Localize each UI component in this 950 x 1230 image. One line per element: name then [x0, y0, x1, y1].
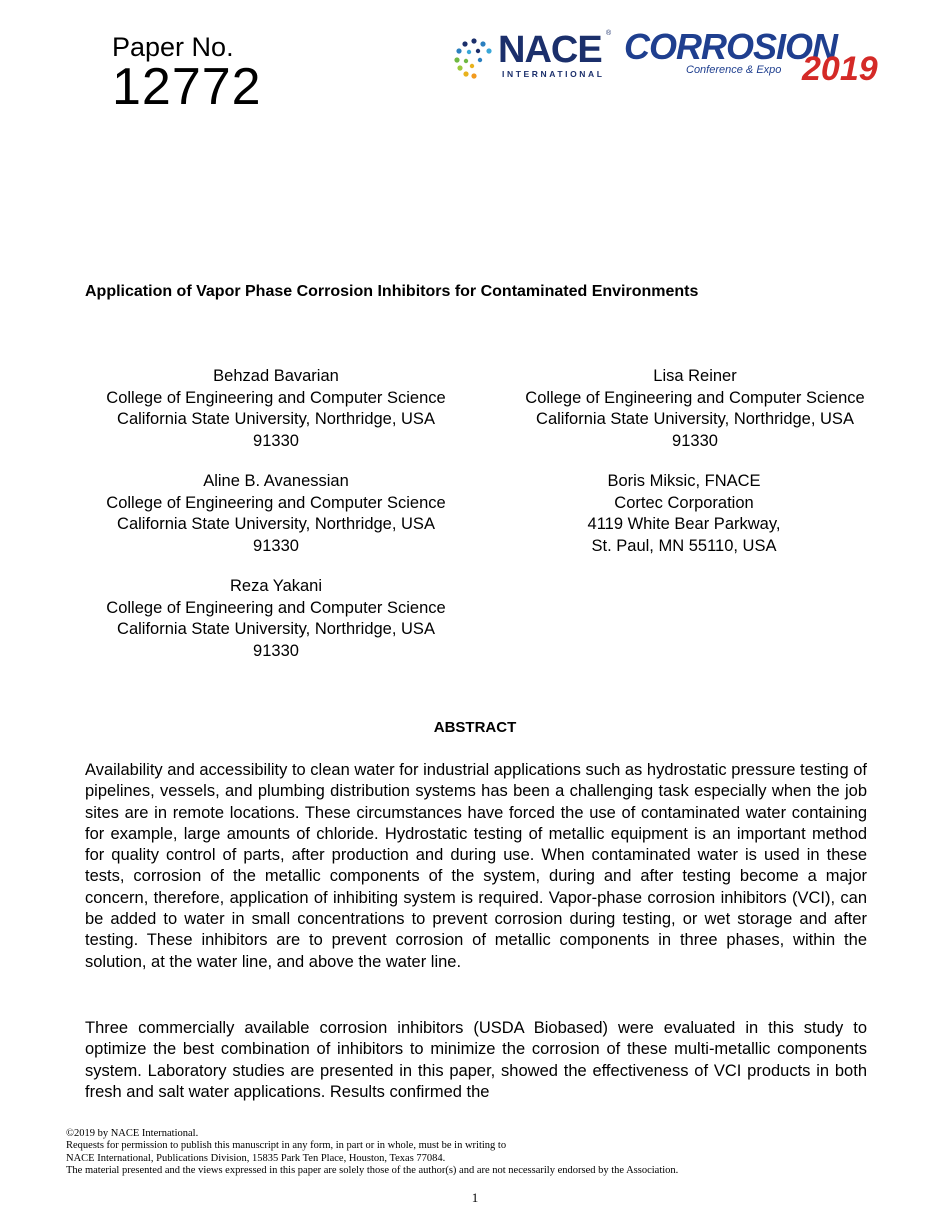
author-affiliation: 4119 White Bear Parkway,: [587, 515, 781, 533]
page-number: 1: [471, 1190, 479, 1205]
nace-globe-icon: [452, 36, 496, 80]
paper-title: Application of Vapor Phase Corrosion Inhibitors for Contaminated Environments: [85, 283, 699, 300]
corrosion-year: 2019: [802, 50, 878, 88]
author-name: Boris Miksic, FNACE: [607, 472, 761, 490]
author-affiliation: 91330: [672, 431, 718, 450]
paper-number-label: Paper No.: [112, 32, 234, 62]
paper-number: 12772: [112, 58, 262, 116]
author-name: Lisa Reiner: [653, 367, 737, 385]
author-block: [495, 366, 895, 452]
abstract-heading: ABSTRACT: [433, 719, 517, 736]
author-affiliation: Cortec Corporation: [614, 493, 754, 512]
corrosion-subtitle: Conference & Expo: [686, 64, 782, 76]
author-affiliation: St. Paul, MN 55110, USA: [591, 536, 777, 555]
author-name: Aline B. Avanessian: [203, 472, 349, 490]
author-block: [484, 471, 884, 557]
author-affiliation: College of Engineering and Computer Science: [106, 493, 446, 512]
author-affiliation: 91330: [253, 431, 299, 450]
author-affiliation: 91330: [253, 641, 299, 660]
author-block: [76, 471, 476, 557]
footer-line: Requests for permission to publish this manuscript in any form, in part or in whole, must be in writing to: [66, 1140, 507, 1152]
author-name: Behzad Bavarian: [213, 367, 339, 385]
author-block: [76, 366, 476, 452]
author-name: Reza Yakani: [229, 577, 323, 595]
nace-logo: [452, 30, 612, 82]
footer-line: The material presented and the views expressed in this paper are solely those of the author(s) and are not necessarily endorsed by the Association.: [66, 1164, 679, 1176]
author-affiliation: California State University, Northridge, USA: [117, 515, 435, 533]
author-affiliation: College of Engineering and Computer Science: [106, 598, 446, 617]
author-affiliation: 91330: [253, 536, 299, 555]
corrosion-2019-logo: [624, 28, 892, 90]
abstract-paragraph: Availability and accessibility to clean water for industrial applications such as hydrostatic pressure testing of pipelines, vessels, and plumbing distribution systems has been a challenging task especially when the job sites are in remote locations. These circumstances have forced the use of contaminated water containing for example, large amounts of chloride. Hydrostatic testing of metallic equipment is an important method for quality control of parts, after production and during use. When contaminated water is used in these tests, corrosion of the metallic components of the system, during and after testing become a major concern, therefore, application of inhibiting system is required. Vapor-phase corrosion inhibitors (VCI), can be added to water in small concentrations to prevent corrosion during testing, or wet storage and after testing. These inhibitors are to prevent corrosion of metallic components in three phases, within the solution, at the water line, and above the water line.: [85, 761, 868, 971]
author-affiliation: California State University, Northridge, USA: [117, 620, 435, 638]
nace-subtitle: INTERNATIONAL: [502, 69, 605, 79]
nace-wordmark: NACE: [498, 29, 602, 71]
author-affiliation: College of Engineering and Computer Science: [106, 388, 446, 407]
copyright-line: ©2019 by NACE International.: [66, 1128, 199, 1139]
author-affiliation: California State University, Northridge, USA: [117, 410, 435, 428]
header-logos: [452, 28, 892, 90]
registered-mark: ®: [606, 30, 612, 37]
author-block: [76, 576, 476, 662]
corrosion-wordmark: CORROSION: [624, 26, 838, 67]
footer-line: NACE International, Publications Division, 15835 Park Ten Place, Houston, Texas 77084.: [66, 1152, 446, 1164]
paper-number-block: [112, 32, 262, 114]
author-affiliation: California State University, Northridge, USA: [536, 410, 854, 428]
author-affiliation: College of Engineering and Computer Science: [525, 388, 865, 407]
copyright-footer: [66, 1128, 886, 1177]
abstract-paragraph: Three commercially available corrosion inhibitors (USDA Biobased) were evaluated in this study to optimize the best combination of inhibitors to minimize the corrosion of these multi-metallic components system. Laboratory studies are presented in this paper, showed the effectiveness of VCI products in both fresh and salt water applications. Results confirmed the: [85, 1019, 867, 1101]
